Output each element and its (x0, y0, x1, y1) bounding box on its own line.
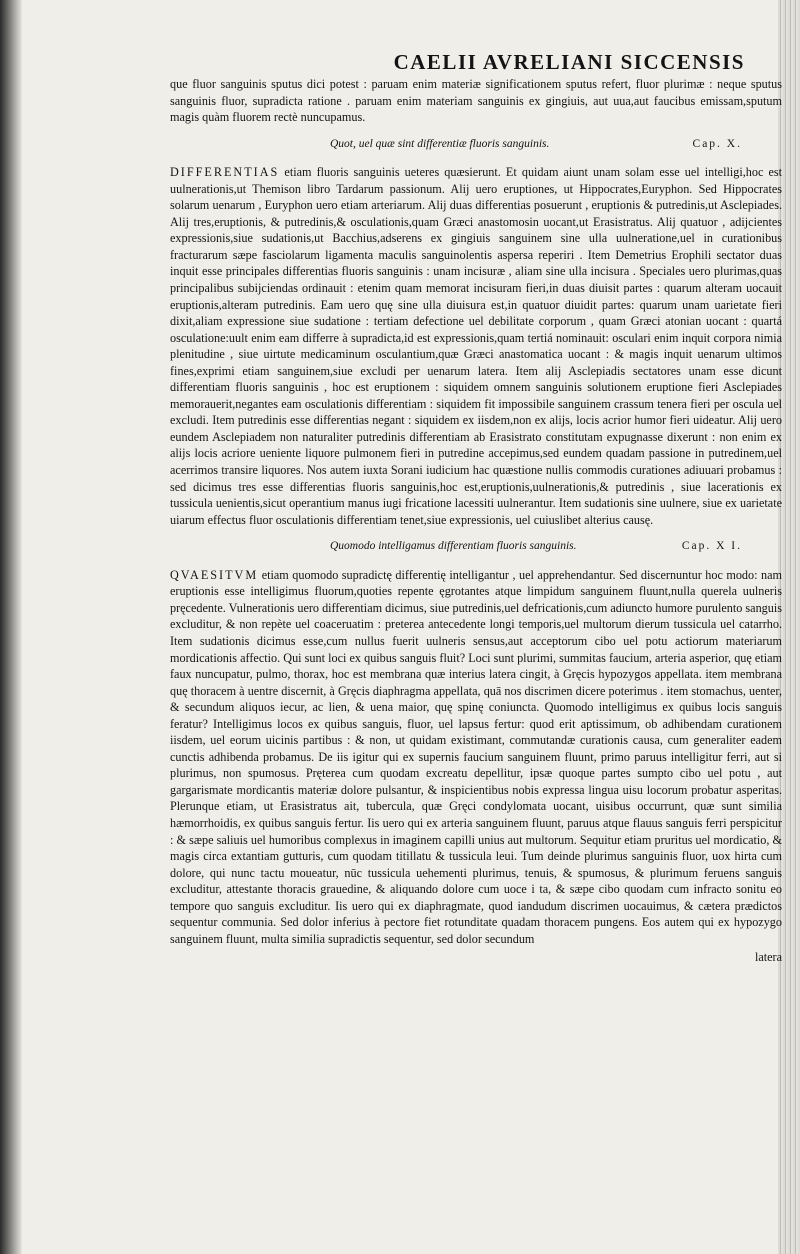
catchword (170, 949, 782, 966)
chapter-xi-body (170, 567, 782, 948)
chapter-xi-text: etiam quomodo supradictę differentię intelligantur , uel apprehendantur. Sed discernuntur hoc modo: nam eruptionis esse intelligimus fluorum,quoties repente ęgrotantes atque limpidum sanguinem fluunt,nulla querela uulneris pręcedente. Vulnerationis uero differentiam dicimus, siue putredinis,uel defricationis,cum adiuncto humore purulento sanguis excluditur, & non repète uel coaceruatim : preterea antecedente longi temporis,uel multorum dierum tussicula uel catarrho. Item sudationis dicimus esse,cum nullus fuerit uulneris sensus,aut acceptorum cibo uel potu actiorum materiarum mordicationis affectio. Qui sunt loci ex quibus sanguis fluit? Loci sunt plurimi, summitas faucium, arteria asperior, quę etiam faux nuncupatur, pulmo, thorax, hoc est membrana quæ interius latera cingit, à Gręcis hypozygos appellata. item membrana quę thoracem à uentre discernit, à Gręcis diaphragma appellata, quā nos discrimen dicere poterimus . item stomachus, uenter, & secundum aliquos iecur, ac lien, & uena maior, quę spinę coniuncta. Quomodo intelligimus ex quibus locis sanguis feratur? Intelligimus locos ex quibus sanguis, fluor, uel lapsus fertur: quod erit aptissimum, ob adhibendam curationem iisdem, uel eorum uicinis partibus : & non, ut quidam existimant, commutandæ curationis causa, cum generaliter eadem cunctis adhibenda probamus. De iis igitur qui ex supernis faucium sanguinem fluunt, primo paruus intelligitur ferri, aut si plurimus, non spumosus. Pręterea cum quodam excreatu depellitur, ipsæ quoque partes sumpto cibo uel potu , aut gargarismate mordicantis materiæ dolore pulsantur, & inspicientibus nobis expressa lingua uisu locorum probatur asperitas. Plerunque etiam, ut Erasistratus ait, tubercula, quæ Gręci condylomata uocant, uisibus occurrunt, quæ sunt similia hæmorrhoidis, ex quibus sanguis fertur. Iis uero qui ex arteria sanguinem fluunt, paruus atque flauus sanguis ferri perspicitur : & sæpe saliuis uel humoribus complexus in imaginem capilli unius aut multorum. Sequitur etiam pruritus uel mordicatio, & magis circa extantiam gutturis, cum quodam titillatu & tussicula leui. Tum deinde plurimus sanguinis fluor, uox hirta cum dolore, qui nunc tactu moueatur, nūc tussicula uehementi plurimus, tenuis, & spumosus, & plurimum feruens sanguis excluditur, attestante thoracis grauedine, & aliquando dolore cum uoce i ta, & sæpe cibo quodam cum infracto sonitu eo tempore quo sanguis excluditur. Iis uero qui ex diaphragmate, quod iandudum discrimen uocauimus, & cætera prædictos sequentur communia. Sed dolor inferius à pectore fiet rotunditate quadam thoracem pungens. Eos autem qui ex hypozygo sanguinem fluunt, multa similia supradictis sequentur, sed dolor secundum (170, 567, 782, 946)
text-block (170, 76, 782, 966)
catchword-text: latera (754, 950, 782, 965)
chapter-xi-title: Quomodo intelligamus differentiam fluoris sanguinis. (330, 540, 577, 553)
chapter-xi-number: Cap. X I. (681, 540, 742, 553)
chapter-xi-lead-word: QVAESITVM (170, 567, 259, 582)
chapter-x-number: Cap. X. (692, 137, 742, 150)
page-binding-shadow (0, 0, 22, 1254)
chapter-x-lead-word: DIFFERENTIAS (170, 165, 280, 180)
chapter-x-text: etiam fluoris sanguinis ueteres quæsierunt. Et quidam aiunt unam solam esse uel intelligi,hoc est uulnerationis,ut Themison libro Tardarum passionum. Alij uero eruptiones, ut Hippocrates,Euryphon. Sed Hippocrates solarum uenarum , Euryphon uero etiam arteriarum. Alij duas differentias posuerunt , eruptionis & putredinis,ut Asclepiades. Alij tres,eruptionis, & putredinis,& osculationis,quam Græci anastomosin uocant,ut Erasistratus. Alij quatuor , adijcientes expressionis,siue sudationis,ut Bacchius,adserens ex gingiuis sanguinem sine ulla uulneratione,uel in curationibus fracturarum sæpe fasciolarum ligamenta maculis sanguinolentis aspersa reperiri . Item Demetrius Erophili sectator duas inquit esse principales differentias fluoris sanguinis : unam incisuræ , aliam sine ulla incisura . Speciales uero plurimas,quas principalibus subijciendas ordinauit : etenim quam memorat incisuram fieri,in duas diuisit partes : quarum alteram uocauit eruptionis,alteram putredinis. Eam uero quę sine ulla diuisura est,in quatuor diuidit partes: quarum unam uarietate fieri dixit,aliam expressione siue sudatione : tertiam defectione uel debilitate corporum , quam Græci atonian uocant : quartá osculatione:uult enim eam differre à supradicta,id est expressionis,quam tertiá nominauit: osculari enim inquit corpora nimia plenitudine , siue uirtute medicaminum osculantium,quæ Græci anastomatica uocant : & magis inquit uenarum ultimos fines,exprimi etiam sanguinem,siue excludi per uenarum latera. Item alij Asclepiadis sectatores unam esse dicunt differentiam fluoris sanguinis , hoc est eruptionem : siquidem omnem sanguinis solutionem eruptione fieri Asclepiades memorauerit,negantes eam osculationis differentiam : siquidem fit impossibile sanguinem crassum tenera fieri per oscula uel excludi. Item putredinis esse differentias negant : siquidem ex iisdem,non ex alijs, locis acrior humor fieri uideatur. Alij uero eundem Asclepiadem non naturaliter putredinis differentiam ab Erasistrato constitutam expugnasse dixerunt : non enim ex alijs locis acriore ueniente liquore pulmonem fieri in putredine accepimus,sed eundem quadam passione in putredinem,uel acerrimos transire liquores. Nos autem iuxta Sorani iudicium hac quæstione nullis commodis curationes adiuuari probamus : sed dicimus tres esse differentias fluoris sanguinis,hoc est,eruptionis,uulnerationis,& putredinis , siue lacerationis ex tussicula uenientis,sicut operantium manus iugi fricatione lacessiti uulnerantur. Item sudationis sine uulnere, siue ex uarietate uiarum effectus fluor osculationis differentiam tenet,siue expressionis, uel cuiuslibet alterius causę. (170, 165, 782, 527)
paragraph-continued: que fluor sanguinis sputus dici potest : paruam enim materiæ significationem sputus refert, fluor plurimæ : neque sputus sanguinis fluor, supradicta ratione . paruam enim materiam sanguinis ex gingiuis, aut uua,aut faucibus emissam,sputum magis quàm fluorem rectè nuncupamus. (170, 77, 782, 125)
chapter-x-title: Quot, uel quæ sint differentiæ fluoris sanguinis. (330, 137, 550, 150)
running-head: CAELII AVRELIANI SICCENSIS (393, 50, 745, 74)
chapter-x-heading (170, 136, 782, 153)
chapter-xi-heading (170, 538, 782, 555)
chapter-x-body (170, 164, 782, 528)
